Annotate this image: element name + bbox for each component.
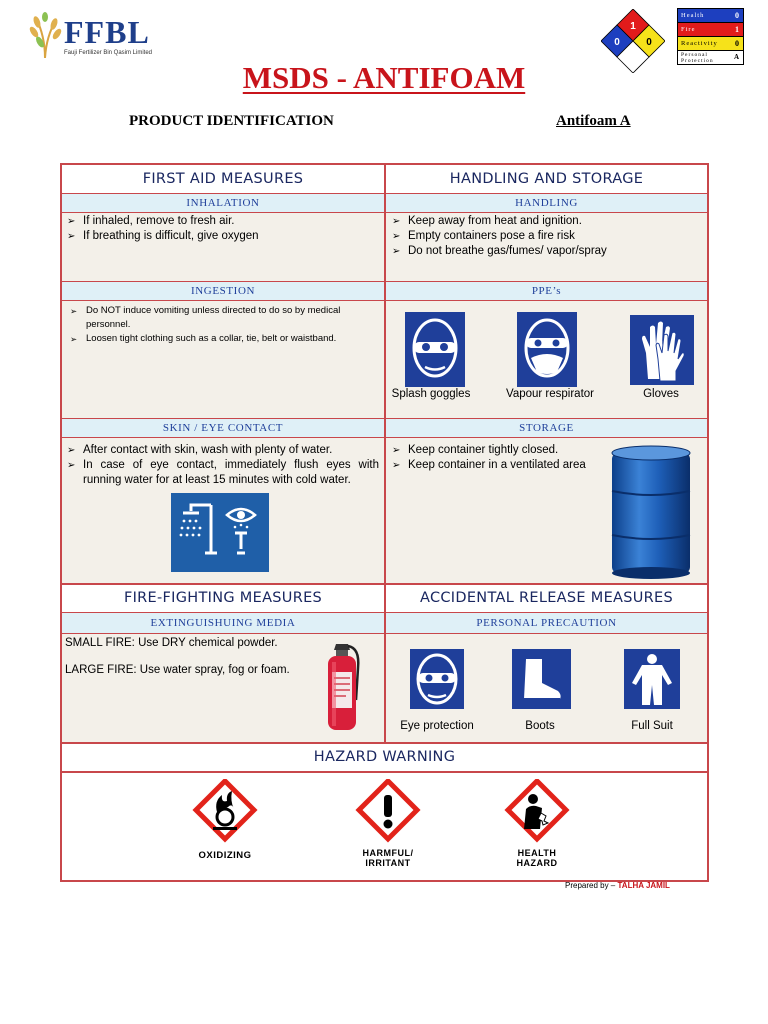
logo-brand: FFBL <box>64 14 150 50</box>
hmis-label-text: Personal Protection <box>681 52 714 64</box>
list-item: ➢ Keep container tightly closed. <box>392 443 607 458</box>
fire-extinguisher-icon <box>320 640 364 734</box>
hmis-value: 0 <box>735 11 739 20</box>
first-aid-heading: FIRST AID MEASURES <box>62 165 384 193</box>
health-hazard-label <box>486 848 588 868</box>
vapour-respirator-icon <box>517 312 577 387</box>
divider <box>62 437 707 438</box>
list-item: ➢ Do NOT induce vomiting unless directed to do so by medical personnel. <box>70 304 385 332</box>
company-logo <box>28 12 158 58</box>
product-name: Antifoam A <box>556 113 631 129</box>
harmful-irritant-pictogram-icon <box>337 779 439 843</box>
nfpa-health: 0 <box>614 37 620 48</box>
irritant-label: IRRITANT <box>365 858 411 868</box>
hmis-value: 0 <box>735 39 739 48</box>
hmis-label <box>677 8 744 65</box>
hmis-value: 1 <box>735 25 739 34</box>
hmis-value: A <box>733 53 739 61</box>
list-item: ➢ After contact with skin, wash with plenty of water. <box>67 443 379 458</box>
full-suit-caption: Full Suit <box>631 720 673 732</box>
inhalation-list <box>67 214 377 244</box>
handling-subheading: HANDLING <box>386 194 707 212</box>
list-item: ➢ In case of eye contact, immediately flush eyes with running water for at least 15 minutes with cold water. <box>67 458 379 488</box>
list-item: ➢ Do not breathe gas/fumes/ vapor/spray <box>392 244 702 259</box>
prepared-by <box>565 881 670 890</box>
small-fire-text: SMALL FIRE: Use DRY chemical powder. <box>65 637 278 649</box>
gloves-icon <box>630 315 694 385</box>
divider <box>62 300 707 301</box>
prepared-by-label: Prepared by – <box>565 881 616 890</box>
list-item: ➢ Empty containers pose a fire risk <box>392 229 702 244</box>
ppe-subheading: PPE’s <box>386 282 707 300</box>
list-item: ➢ Keep away from heat and ignition. <box>392 214 702 229</box>
health-label: HEALTH <box>517 848 557 858</box>
hmis-label-text: Reactivity <box>681 40 718 47</box>
accidental-release-heading: ACCIDENTAL RELEASE MEASURES <box>386 585 707 612</box>
divider <box>62 212 707 213</box>
splash-goggles-caption: Splash goggles <box>391 388 471 400</box>
oxidizing-pictogram-icon <box>174 779 276 843</box>
personal-precaution-subheading: PERSONAL PRECAUTION <box>386 613 707 633</box>
list-item: ➢ If breathing is difficult, give oxygen <box>67 229 377 244</box>
handling-storage-heading: HANDLING AND STORAGE <box>386 165 707 193</box>
ingestion-list <box>70 304 385 346</box>
skin-eye-subheading: SKIN / EYE CONTACT <box>62 419 384 437</box>
fire-fighting-heading: FIRE-FIGHTING MEASURES <box>62 585 384 612</box>
nfpa-reactivity: 0 <box>646 37 652 48</box>
prepared-by-name: TALHA JAMIL <box>617 881 670 890</box>
product-identification-label: PRODUCT IDENTIFICATION <box>129 113 334 129</box>
harmful-label: HARMFUL/ <box>362 848 414 858</box>
storage-list <box>392 443 607 473</box>
harmful-irritant-label <box>337 848 439 868</box>
nfpa-fire: 1 <box>630 21 636 32</box>
list-item: ➢ Loosen tight clothing such as a collar, tie, belt or waistband. <box>70 332 385 346</box>
page-title: MSDS - ANTIFOAM <box>242 60 526 95</box>
health-hazard-pictogram-icon <box>486 779 588 843</box>
hazard-label: HAZARD <box>516 858 558 868</box>
hmis-fire-row <box>678 23 743 37</box>
splash-goggles-icon <box>405 312 465 387</box>
divider <box>62 633 707 634</box>
eye-protection-icon <box>410 649 464 709</box>
hazard-warning-heading: HAZARD WARNING <box>62 744 707 771</box>
large-fire-text: LARGE FIRE: Use water spray, fog or foam. <box>65 664 290 676</box>
ingestion-subheading: INGESTION <box>62 282 384 300</box>
skin-eye-list <box>67 443 379 488</box>
boots-caption: Boots <box>525 720 555 732</box>
storage-drum-icon <box>608 445 694 580</box>
list-item: ➢ If inhaled, remove to fresh air. <box>67 214 377 229</box>
logo-subtitle: Fauji Fertilizer Bin Qasim Limited <box>64 50 153 56</box>
gloves-caption: Gloves <box>643 388 679 400</box>
full-suit-icon <box>624 649 680 709</box>
msds-table <box>60 163 709 882</box>
oxidizing-label: OXIDIZING <box>198 850 252 861</box>
extinguishing-media-subheading: EXTINGUISHUING MEDIA <box>62 613 384 633</box>
hmis-label-text: Fire <box>681 26 696 33</box>
inhalation-subheading: INHALATION <box>62 194 384 212</box>
handling-list <box>392 214 702 259</box>
eye-protection-caption: Eye protection <box>400 720 474 732</box>
storage-subheading: STORAGE <box>386 419 707 437</box>
boots-icon <box>512 649 571 709</box>
hmis-reactivity-row <box>678 37 743 51</box>
wheat-icon <box>28 12 62 58</box>
hmis-health-row <box>678 9 743 23</box>
vapour-respirator-caption: Vapour respirator <box>506 388 594 400</box>
hmis-label-text: Health <box>681 12 705 19</box>
eye-wash-shower-icon <box>171 493 269 572</box>
list-item: ➢ Keep container in a ventilated area <box>392 458 607 473</box>
column-divider <box>384 165 386 743</box>
